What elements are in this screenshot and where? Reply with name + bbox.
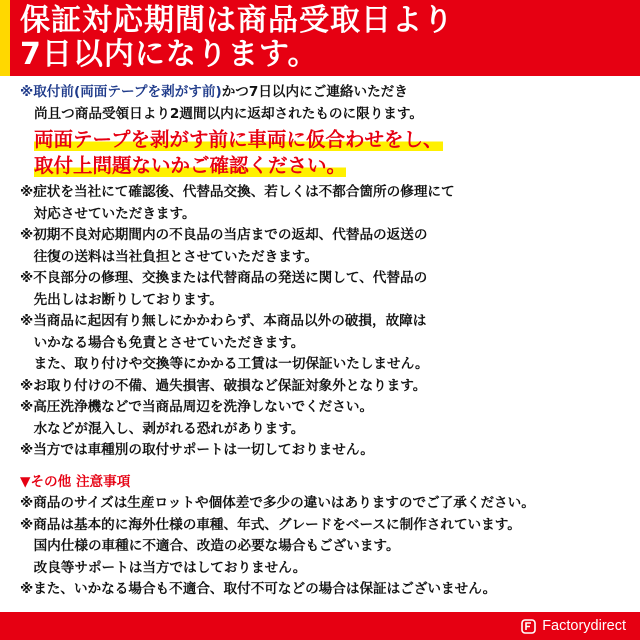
- notes-line: ※商品は基本的に海外仕様の車種、年式、グレードをベースに制作されています。: [20, 516, 521, 533]
- intro-condition: 取付前(両面テープを剥がす前): [33, 84, 222, 100]
- warranty-line: ※当方では車種別の取付サポートは一切しておりません。: [20, 442, 374, 458]
- brand-name: Factorydirect: [542, 618, 626, 634]
- warranty-line: 往復の送料は当社負担とさせていただきます。: [20, 248, 318, 265]
- warranty-line: ※症状を当社にて確認後、代替品交換、若しくは不都合箇所の修理にて: [20, 184, 455, 200]
- intro-line-1: [20, 82, 632, 104]
- warranty-line: ※不良部分の修理、交換または代替商品の発送に関して、代替品の: [20, 270, 428, 286]
- warranty-line: ※お取り付けの不備、過失損害、破損など保証対象外となります。: [20, 377, 427, 394]
- title-line-1: 保証対応期間は商品受取日より: [20, 3, 454, 38]
- warranty-line: 先出しはお断りしております。: [20, 291, 223, 308]
- brand-logo: [521, 618, 626, 634]
- title-line-2: 7日以内になります。: [20, 37, 319, 72]
- emphasis-notice: [34, 127, 632, 179]
- notes-line: 国内仕様の車種に不適合、改造の必要な場合もございます。: [20, 538, 400, 554]
- warranty-content: [20, 82, 632, 601]
- intro-rest: かつ7日以内にご連絡いただき: [221, 84, 408, 100]
- warranty-line: 対応させていただきます。: [20, 205, 196, 222]
- notes-heading: ▼その他 注意事項: [20, 473, 131, 490]
- notes-line: ※商品のサイズは生産ロットや個体差で多少の違いはありますのでご了承ください。: [20, 495, 535, 511]
- warranty-line: ※当商品に起因有り無しにかかわらず、本商品以外の破損，故障は: [20, 313, 427, 329]
- header-banner: [0, 0, 640, 76]
- warranty-line: ※初期不良対応期間内の不良品の当店までの返却、代替品の返送の: [20, 227, 428, 243]
- warranty-line: 水などが混入し、剥がれる恐れがあります。: [20, 420, 305, 437]
- footer-bar: [0, 612, 640, 640]
- warranty-line: いかなる場合も免責とさせていただきます。: [20, 334, 305, 351]
- intro-mark: ※: [20, 84, 34, 100]
- intro-line-2: 尚且つ商品受領日より2週間以内に返却されたものに限ります。: [34, 105, 423, 122]
- warranty-line: また、取り付けや交換等にかかる工賃は一切保証いたしません。: [20, 356, 429, 372]
- warranty-line: ※高圧洗浄機などで当商品周辺を洗浄しないでください。: [20, 399, 374, 415]
- emphasis-line-1: 両面テープを剥がす前に車両に仮合わせをし、: [34, 128, 443, 151]
- notes-line: ※また、いかなる場合も不適合、取付不可などの場合は保証はございません。: [20, 581, 497, 597]
- emphasis-line-2: 取付上問題ないかご確認ください。: [34, 154, 347, 177]
- factorydirect-logo-icon: [521, 619, 536, 634]
- page-title: [20, 4, 635, 72]
- notes-line: 改良等サポートは当方ではしておりません。: [20, 559, 307, 576]
- header-accent-stripe: [0, 0, 10, 76]
